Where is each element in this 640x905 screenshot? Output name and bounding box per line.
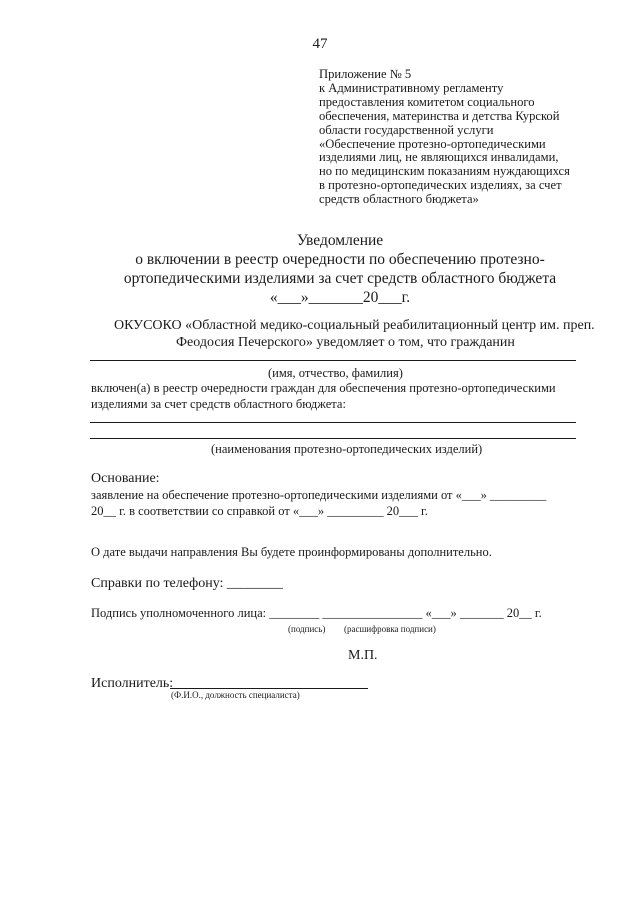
appendix-line: области государственной услуги (319, 122, 494, 137)
appendix-line: но по медицинским показаниям нуждающихся (319, 164, 570, 179)
basis-label: Основание: (91, 471, 160, 486)
appendix-line: Приложение № 5 (319, 67, 412, 81)
name-field-line (90, 360, 576, 361)
basis-line: заявление на обеспечение протезно-ортопедическими изделиями от «___» _________ (91, 488, 547, 502)
products-field-caption: (наименования протезно-ортопедических изделий) (211, 442, 483, 456)
basis-line: 20__ г. в соответствии со справкой от «___» _________ 20___ г. (91, 504, 428, 518)
executor-field-line (170, 688, 368, 689)
document-title: Уведомление (296, 232, 384, 249)
appendix-line: изделиями лиц, не являющихся инвалидами, (319, 150, 559, 165)
page-number: 47 (312, 36, 328, 52)
products-field-line (90, 422, 576, 423)
appendix-line: предоставления комитетом социального (319, 94, 535, 109)
organization-line: Феодосия Печерского» уведомляет о том, что гражданин (176, 335, 515, 350)
appendix-line: обеспечения, материнства и детства Курской (319, 108, 560, 123)
included-text-line: включен(а) в реестр очередности граждан для обеспечения протезно-ортопедическими (91, 381, 556, 395)
appendix-line: средств областного бюджета» (319, 192, 479, 207)
organization-line: ОКУСОКО «Областной медико-социальный реабилитационный центр им. преп. (114, 318, 595, 333)
products-field-line (90, 438, 576, 439)
title-date-line: «___»_______20___г. (269, 289, 411, 306)
signature-line: Подпись уполномоченного лица: ________ ________________ «___» _______ 20__ г. (91, 606, 542, 620)
appendix-line: в протезно-ортопедических изделиях, за счет (319, 178, 562, 193)
executor-label: Исполнитель: (91, 676, 174, 691)
included-text-line: изделиями за счет средств областного бюджета: (91, 397, 346, 411)
appendix-line: к Административному регламенту (319, 80, 504, 95)
document-subtitle-line: ортопедическими изделиями за счет средств областного бюджета (123, 270, 557, 287)
phone-line: Справки по телефону: ________ (91, 576, 283, 591)
appendix-block (319, 68, 570, 207)
decoding-caption: (расшифровка подписи) (344, 624, 436, 634)
stamp-placeholder: М.П. (348, 648, 378, 663)
document-subtitle-line: о включении в реестр очередности по обеспечению протезно- (135, 251, 545, 268)
executor-caption: (Ф.И.О., должность специалиста) (171, 690, 300, 700)
signature-caption: (подпись) (288, 624, 326, 634)
notice-text: О дате выдачи направления Вы будете проинформированы дополнительно. (91, 545, 492, 559)
appendix-line: «Обеспечение протезно-ортопедическими (319, 136, 546, 151)
name-field-caption: (имя, отчество, фамилия) (268, 366, 403, 380)
